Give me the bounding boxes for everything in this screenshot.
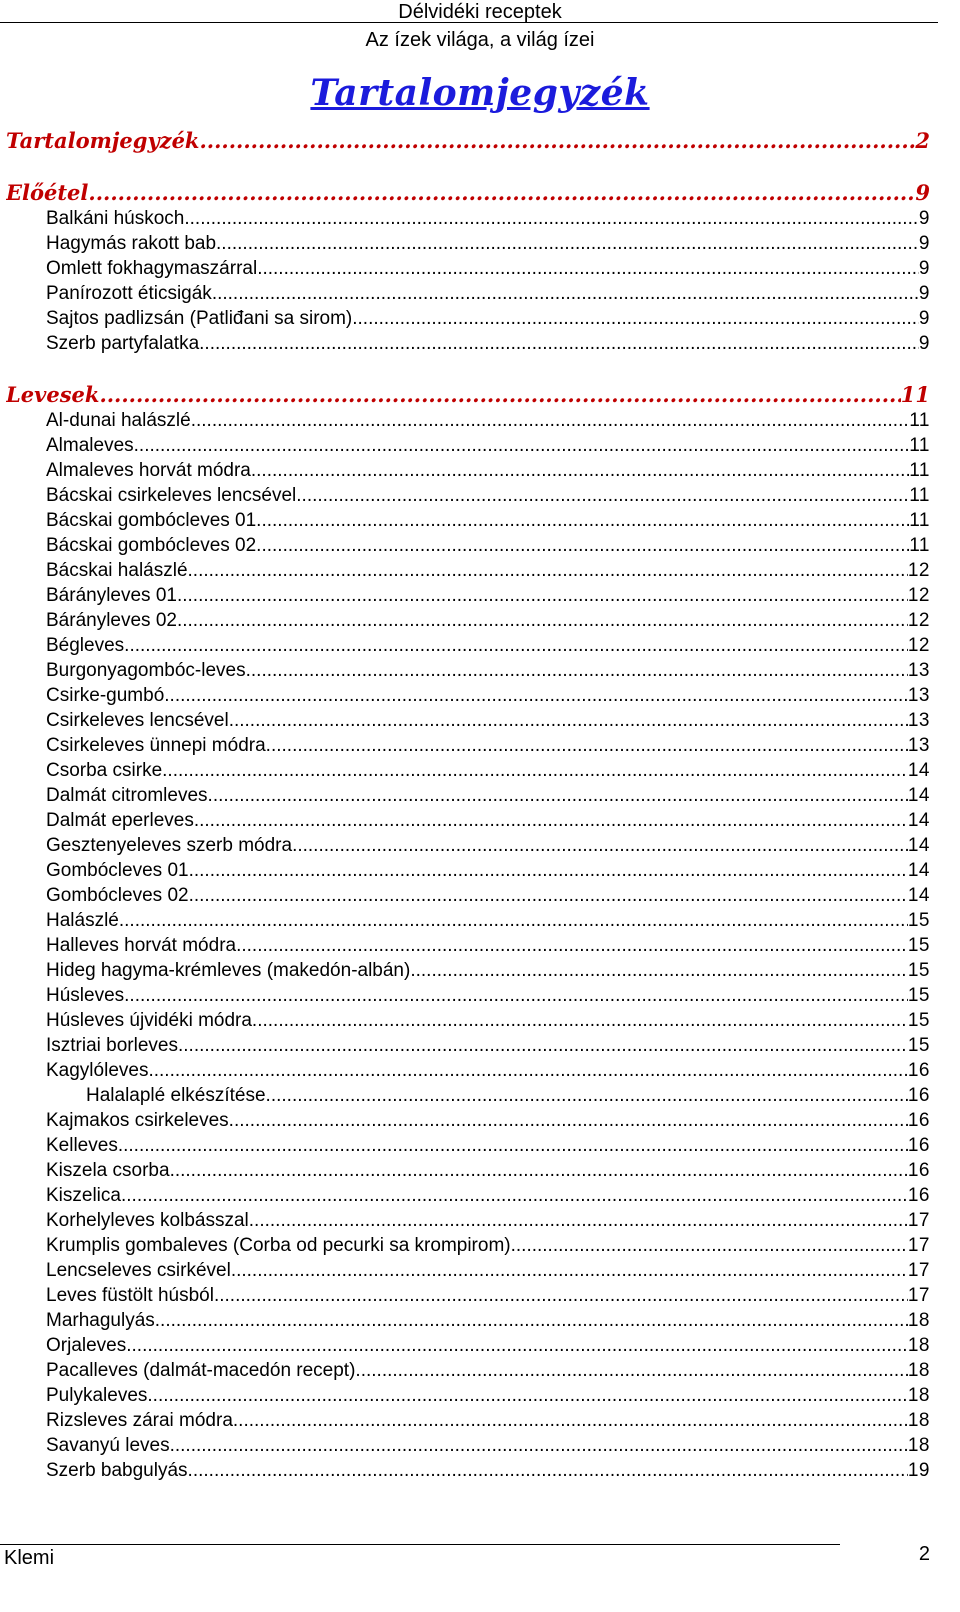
- table-of-contents: [6, 128, 930, 1483]
- toc-dot-leader: [246, 658, 908, 683]
- toc-entry[interactable]: [6, 281, 930, 306]
- toc-dot-leader: [184, 206, 919, 231]
- toc-entry-label: Hideg hagyma-krémleves (makedón-albán): [46, 960, 411, 981]
- toc-entry-page: 9: [918, 333, 930, 354]
- toc-entry-label: Csirkeleves lencsével: [46, 710, 229, 731]
- toc-entry-label: Szerb partyfalatka: [46, 333, 200, 354]
- toc-entry-label: Bárányleves 01.: [46, 585, 183, 606]
- toc-entry-label: Halászlé: [46, 910, 119, 931]
- toc-entry-label: Kagylóleves: [46, 1060, 149, 1081]
- toc-entry-label: Előétel: [6, 180, 89, 205]
- toc-entry-page: 9: [918, 283, 930, 304]
- toc-dot-leader: [124, 633, 908, 658]
- toc-entry[interactable]: [6, 558, 930, 583]
- toc-dot-leader: [194, 808, 908, 833]
- toc-entry-label: Isztriai borleves: [46, 1035, 178, 1056]
- toc-dot-leader: [134, 433, 910, 458]
- toc-entry-label: Panírozott éticsigák: [46, 283, 212, 304]
- toc-entry-page: 2: [915, 128, 930, 153]
- toc-entry[interactable]: [6, 1433, 930, 1458]
- toc-entry-page: 14: [907, 785, 930, 806]
- toc-entry-label: Kelleves: [46, 1135, 118, 1156]
- toc-entry[interactable]: [6, 1183, 930, 1208]
- toc-entry-page: 15: [907, 1010, 930, 1031]
- toc-entry-label: Csirke-gumbó: [46, 685, 165, 706]
- toc-dot-leader: [229, 708, 908, 733]
- toc-entry[interactable]: [6, 1008, 930, 1033]
- toc-entry-label: Bácskai gombócleves 01.: [46, 510, 262, 531]
- toc-entry-label: Dalmát eperleves: [46, 810, 194, 831]
- toc-entry-page: 16: [907, 1085, 930, 1106]
- toc-entry[interactable]: [6, 408, 930, 433]
- toc-dot-leader: [410, 958, 908, 983]
- toc-entry[interactable]: [6, 1083, 930, 1108]
- toc-entry-page: 17: [907, 1285, 930, 1306]
- toc-entry-page: 16: [907, 1160, 930, 1181]
- toc-entry-label: Almaleves horvát módra: [46, 460, 251, 481]
- toc-entry[interactable]: [6, 483, 930, 508]
- toc-entry-label: Burgonyagombóc-leves: [46, 660, 246, 681]
- toc-entry-label: Krumplis gombaleves (Corba od pecurki sa krompirom): [46, 1235, 511, 1256]
- toc-entry-page: 14: [907, 835, 930, 856]
- toc-entry[interactable]: [6, 1058, 930, 1083]
- toc-entry-label: Bárányleves 02.: [46, 610, 183, 631]
- toc-dot-leader: [216, 231, 919, 256]
- toc-dot-leader: [511, 1233, 908, 1258]
- toc-entry-label: Bácskai csirkeleves lencsével: [46, 485, 297, 506]
- toc-entry-page: 12: [907, 585, 930, 606]
- toc-entry[interactable]: [6, 833, 930, 858]
- header-divider: [0, 22, 938, 23]
- toc-entry-page: 17: [907, 1210, 930, 1231]
- toc-entry-label: Gesztenyeleves szerb módra: [46, 835, 293, 856]
- toc-entry[interactable]: [6, 508, 930, 533]
- toc-entry-page: 16: [907, 1185, 930, 1206]
- toc-entry-page: 17: [907, 1260, 930, 1281]
- toc-section-entry[interactable]: [6, 180, 930, 206]
- toc-entry[interactable]: [6, 1033, 930, 1058]
- toc-entry-label: Rizsleves zárai módra: [46, 1410, 233, 1431]
- toc-dot-leader: [292, 833, 908, 858]
- toc-entry-label: Dalmát citromleves: [46, 785, 208, 806]
- toc-entry-page: 14: [907, 885, 930, 906]
- toc-section-entry[interactable]: [6, 382, 930, 408]
- toc-entry-page: 18: [907, 1385, 930, 1406]
- toc-dot-leader: [199, 128, 915, 154]
- toc-dot-leader: [296, 483, 909, 508]
- toc-entry[interactable]: [6, 808, 930, 833]
- toc-dot-leader: [261, 533, 909, 558]
- toc-entry-page: 9: [918, 233, 930, 254]
- toc-heading: [0, 72, 960, 114]
- toc-entry-label: Orjaleves: [46, 1335, 127, 1356]
- toc-dot-leader: [119, 908, 908, 933]
- toc-entry[interactable]: [6, 1333, 930, 1358]
- toc-dot-leader: [178, 1033, 908, 1058]
- footer-author: Klemi: [4, 1547, 55, 1569]
- toc-entry[interactable]: [6, 633, 930, 658]
- toc-entry-page: 15: [907, 985, 930, 1006]
- toc-entry[interactable]: [6, 231, 930, 256]
- toc-dot-leader: [182, 583, 908, 608]
- toc-entry-label: Pulykaleves: [46, 1385, 148, 1406]
- header-subtitle: Az ízek világa, a világ ízei: [365, 29, 595, 51]
- toc-entry[interactable]: [6, 331, 930, 356]
- toc-entry[interactable]: [6, 1208, 930, 1233]
- toc-entry-label: Bácskai gombócleves 02.: [46, 535, 262, 556]
- toc-entry-label: Halalaplé elkészítése: [86, 1085, 266, 1106]
- toc-entry[interactable]: [6, 1458, 930, 1483]
- toc-entry[interactable]: [6, 1408, 930, 1433]
- toc-entry[interactable]: [6, 206, 930, 231]
- toc-entry[interactable]: [6, 858, 930, 883]
- toc-dot-leader: [148, 1058, 907, 1083]
- toc-entry-label: Savanyú leves: [46, 1435, 170, 1456]
- toc-entry-page: 15: [907, 910, 930, 931]
- toc-dot-leader: [182, 608, 908, 633]
- toc-entry-label: Al-dunai halászlé: [46, 410, 191, 431]
- toc-entry-page: 18: [907, 1310, 930, 1331]
- toc-entry-page: 13: [907, 660, 930, 681]
- toc-entry-page: 18: [907, 1335, 930, 1356]
- toc-entry[interactable]: [6, 933, 930, 958]
- toc-entry-label: Leves füstölt húsból: [46, 1285, 214, 1306]
- toc-entry-page: 13: [907, 710, 930, 731]
- toc-dot-leader: [352, 306, 919, 331]
- toc-entry[interactable]: [6, 1233, 930, 1258]
- toc-entry-page: 9: [918, 208, 930, 229]
- toc-entry[interactable]: [6, 783, 930, 808]
- toc-entry[interactable]: [6, 983, 930, 1008]
- toc-entry-page: 12: [907, 635, 930, 656]
- toc-dot-leader: [233, 1408, 908, 1433]
- toc-section-entry[interactable]: [6, 128, 930, 154]
- toc-entry-label: Tartalomjegyzék: [6, 128, 200, 153]
- toc-dot-leader: [231, 1258, 908, 1283]
- toc-entry[interactable]: [6, 1308, 930, 1333]
- toc-entry-page: 11: [909, 485, 930, 506]
- toc-entry-label: Halleves horvát módra: [46, 935, 237, 956]
- toc-entry-page: 16: [907, 1110, 930, 1131]
- toc-dot-leader: [99, 382, 900, 408]
- toc-heading-text[interactable]: Tartalomjegyzék: [310, 72, 650, 114]
- toc-entry-label: Gombócleves 01.: [46, 860, 194, 881]
- toc-entry[interactable]: [6, 683, 930, 708]
- footer-divider: [0, 1544, 840, 1545]
- toc-entry[interactable]: [6, 1258, 930, 1283]
- toc-entry[interactable]: [6, 608, 930, 633]
- toc-entry-page: 14: [907, 760, 930, 781]
- toc-dot-leader: [188, 1458, 908, 1483]
- toc-entry-page: 18: [907, 1435, 930, 1456]
- toc-entry[interactable]: [6, 883, 930, 908]
- toc-entry-label: Húsleves újvidéki módra: [46, 1010, 252, 1031]
- toc-entry[interactable]: [6, 306, 930, 331]
- toc-entry-label: Marhagulyás: [46, 1310, 155, 1331]
- toc-entry[interactable]: [6, 958, 930, 983]
- toc-entry[interactable]: [6, 583, 930, 608]
- toc-entry-label: Lencseleves csirkével: [46, 1260, 231, 1281]
- toc-entry[interactable]: [6, 433, 930, 458]
- toc-entry[interactable]: [6, 1133, 930, 1158]
- toc-dot-leader: [249, 1208, 908, 1233]
- toc-entry-page: 13: [907, 685, 930, 706]
- toc-entry[interactable]: [6, 708, 930, 733]
- toc-dot-leader: [194, 883, 908, 908]
- toc-dot-leader: [188, 558, 908, 583]
- toc-dot-leader: [155, 1308, 908, 1333]
- toc-entry-label: Bácskai halászlé: [46, 560, 188, 581]
- toc-entry-page: 15: [907, 1035, 930, 1056]
- toc-dot-leader: [194, 858, 908, 883]
- toc-entry-page: 12: [907, 610, 930, 631]
- toc-entry[interactable]: [6, 1283, 930, 1308]
- toc-entry[interactable]: [6, 1108, 930, 1133]
- toc-dot-leader: [208, 783, 908, 808]
- toc-entry-label: Kiszelica: [46, 1185, 121, 1206]
- toc-entry-page: 17: [907, 1235, 930, 1256]
- toc-entry-label: Húsleves: [46, 985, 125, 1006]
- toc-entry-label: Omlett fokhagymaszárral: [46, 258, 258, 279]
- toc-entry[interactable]: [6, 758, 930, 783]
- toc-entry-page: 13: [907, 735, 930, 756]
- toc-entry-page: 9: [918, 258, 930, 279]
- toc-dot-leader: [118, 1133, 908, 1158]
- toc-entry-page: 19: [907, 1460, 930, 1481]
- toc-dot-leader: [212, 281, 919, 306]
- toc-dot-leader: [252, 1008, 908, 1033]
- toc-entry-page: 11: [909, 510, 930, 531]
- toc-entry-label: Sajtos padlizsán (Patliđani sa sirom): [46, 308, 353, 329]
- toc-dot-leader: [236, 933, 908, 958]
- toc-entry-label: Levesek: [6, 382, 100, 407]
- toc-entry-page: 11: [909, 435, 930, 456]
- toc-entry-label: Kajmakos csirkeleves: [46, 1110, 229, 1131]
- toc-entry-page: 16: [907, 1135, 930, 1156]
- toc-dot-leader: [170, 1158, 908, 1183]
- toc-entry-label: Bégleves: [46, 635, 125, 656]
- toc-entry-label: Almaleves: [46, 435, 134, 456]
- toc-entry-page: 15: [907, 960, 930, 981]
- toc-dot-leader: [147, 1383, 907, 1408]
- footer-page-number: 2: [918, 1543, 930, 1565]
- toc-dot-leader: [214, 1283, 908, 1308]
- page-header: [0, 0, 960, 52]
- toc-dot-leader: [261, 508, 909, 533]
- toc-entry-label: Gombócleves 02.: [46, 885, 194, 906]
- toc-entry-page: 18: [907, 1410, 930, 1431]
- toc-entry-label: Szerb babgulyás: [46, 1460, 188, 1481]
- toc-entry[interactable]: [6, 1383, 930, 1408]
- toc-dot-leader: [266, 1083, 908, 1108]
- toc-dot-leader: [162, 758, 908, 783]
- toc-entry[interactable]: [6, 256, 930, 281]
- toc-dot-leader: [88, 180, 915, 206]
- toc-entry-page: 11: [909, 460, 930, 481]
- toc-entry[interactable]: [6, 1158, 930, 1183]
- toc-entry-label: Csorba csirke: [46, 760, 163, 781]
- toc-dot-leader: [191, 408, 910, 433]
- toc-entry-page: 18: [907, 1360, 930, 1381]
- toc-dot-leader: [355, 1358, 907, 1383]
- toc-entry[interactable]: [6, 1358, 930, 1383]
- toc-entry-label: Korhelyleves kolbásszal: [46, 1210, 249, 1231]
- toc-dot-leader: [229, 1108, 908, 1133]
- toc-entry-page: 14: [907, 810, 930, 831]
- toc-entry[interactable]: [6, 533, 930, 558]
- toc-entry-page: 11: [900, 382, 930, 407]
- toc-entry-page: 12: [907, 560, 930, 581]
- header-book-title: Délvidéki receptek: [398, 1, 562, 23]
- toc-dot-leader: [266, 733, 908, 758]
- toc-entry[interactable]: [6, 733, 930, 758]
- toc-entry-label: Csirkeleves ünnepi módra: [46, 735, 266, 756]
- toc-entry-label: Hagymás rakott bab: [46, 233, 217, 254]
- toc-dot-leader: [199, 331, 919, 356]
- toc-entry-page: 14: [907, 860, 930, 881]
- toc-entry-page: 16: [907, 1060, 930, 1081]
- toc-dot-leader: [251, 458, 909, 483]
- toc-dot-leader: [164, 683, 908, 708]
- toc-entry-page: 9: [918, 308, 930, 329]
- toc-entry[interactable]: [6, 458, 930, 483]
- toc-entry[interactable]: [6, 908, 930, 933]
- toc-entry-page: 11: [909, 410, 930, 431]
- toc-dot-leader: [121, 1183, 908, 1208]
- toc-dot-leader: [170, 1433, 908, 1458]
- toc-dot-leader: [257, 256, 919, 281]
- toc-entry-page: 11: [909, 535, 930, 556]
- toc-dot-leader: [126, 1333, 908, 1358]
- toc-entry-label: Balkáni húskoch: [46, 208, 185, 229]
- toc-entry-label: Kiszela csorba: [46, 1160, 170, 1181]
- toc-entry-page: 9: [915, 180, 930, 205]
- toc-entry[interactable]: [6, 658, 930, 683]
- toc-dot-leader: [124, 983, 908, 1008]
- toc-entry-page: 15: [907, 935, 930, 956]
- toc-entry-label: Pacalleves (dalmát-macedón recept): [46, 1360, 356, 1381]
